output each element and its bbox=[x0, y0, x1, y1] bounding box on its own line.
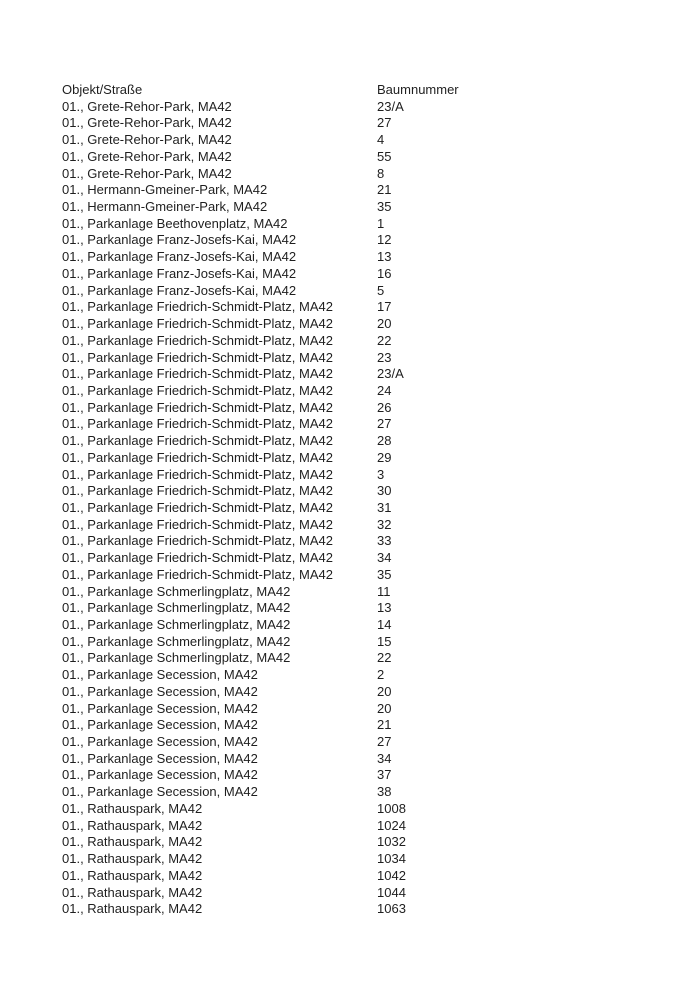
cell-objekt-strasse: 01., Parkanlage Franz-Josefs-Kai, MA42 bbox=[62, 265, 297, 281]
cell-objekt-strasse: 01., Parkanlage Friedrich-Schmidt-Platz, MA42 bbox=[62, 366, 333, 382]
cell-objekt-strasse: 01., Parkanlage Friedrich-Schmidt-Platz, MA42 bbox=[62, 416, 333, 432]
cell-objekt-strasse: 01., Parkanlage Secession, MA42 bbox=[62, 683, 258, 699]
cell-objekt-strasse: 01., Rathauspark, MA42 bbox=[62, 867, 203, 883]
table-row bbox=[62, 701, 662, 718]
table-row bbox=[62, 299, 662, 316]
cell-baumnummer: 2 bbox=[377, 667, 385, 683]
table-row bbox=[62, 99, 662, 116]
cell-objekt-strasse: 01., Parkanlage Schmerlingplatz, MA42 bbox=[62, 633, 291, 649]
cell-objekt-strasse: 01., Parkanlage Friedrich-Schmidt-Platz, MA42 bbox=[62, 483, 333, 499]
cell-baumnummer: 20 bbox=[377, 683, 392, 699]
table-row bbox=[62, 868, 662, 885]
cell-baumnummer: 35 bbox=[377, 199, 392, 215]
cell-baumnummer: 12 bbox=[377, 232, 392, 248]
cell-baumnummer: 31 bbox=[377, 499, 392, 515]
cell-baumnummer: 5 bbox=[377, 282, 385, 298]
cell-baumnummer: 1042 bbox=[377, 867, 406, 883]
table-row bbox=[62, 801, 662, 818]
cell-objekt-strasse: 01., Parkanlage Friedrich-Schmidt-Platz, MA42 bbox=[62, 399, 333, 415]
table-row bbox=[62, 751, 662, 768]
table-row bbox=[62, 383, 662, 400]
cell-objekt-strasse: 01., Grete-Rehor-Park, MA42 bbox=[62, 148, 232, 164]
table-row bbox=[62, 784, 662, 801]
cell-objekt-strasse: 01., Parkanlage Secession, MA42 bbox=[62, 767, 258, 783]
cell-objekt-strasse: 01., Rathauspark, MA42 bbox=[62, 817, 203, 833]
cell-baumnummer: 33 bbox=[377, 533, 392, 549]
table-row bbox=[62, 600, 662, 617]
table-header-row bbox=[62, 82, 662, 99]
cell-baumnummer: 3 bbox=[377, 466, 385, 482]
table-row bbox=[62, 316, 662, 333]
cell-baumnummer: 30 bbox=[377, 483, 392, 499]
cell-baumnummer: 22 bbox=[377, 650, 392, 666]
table-row bbox=[62, 634, 662, 651]
table-row bbox=[62, 650, 662, 667]
table-row bbox=[62, 166, 662, 183]
cell-baumnummer: 24 bbox=[377, 382, 392, 398]
cell-objekt-strasse: 01., Parkanlage Friedrich-Schmidt-Platz, MA42 bbox=[62, 516, 333, 532]
cell-baumnummer: 21 bbox=[377, 182, 392, 198]
cell-objekt-strasse: 01., Parkanlage Schmerlingplatz, MA42 bbox=[62, 600, 291, 616]
table-row bbox=[62, 717, 662, 734]
cell-objekt-strasse: 01., Parkanlage Friedrich-Schmidt-Platz, MA42 bbox=[62, 332, 333, 348]
cell-objekt-strasse: 01., Grete-Rehor-Park, MA42 bbox=[62, 132, 232, 148]
cell-baumnummer: 17 bbox=[377, 299, 392, 315]
table-row bbox=[62, 199, 662, 216]
cell-baumnummer: 20 bbox=[377, 700, 392, 716]
cell-objekt-strasse: 01., Parkanlage Secession, MA42 bbox=[62, 667, 258, 683]
cell-baumnummer: 37 bbox=[377, 767, 392, 783]
cell-baumnummer: 38 bbox=[377, 784, 392, 800]
cell-objekt-strasse: 01., Parkanlage Friedrich-Schmidt-Platz, MA42 bbox=[62, 316, 333, 332]
cell-objekt-strasse: 01., Hermann-Gmeiner-Park, MA42 bbox=[62, 199, 268, 215]
cell-objekt-strasse: 01., Parkanlage Friedrich-Schmidt-Platz, MA42 bbox=[62, 566, 333, 582]
cell-objekt-strasse: 01., Rathauspark, MA42 bbox=[62, 834, 203, 850]
cell-objekt-strasse: 01., Parkanlage Franz-Josefs-Kai, MA42 bbox=[62, 232, 297, 248]
table-row bbox=[62, 115, 662, 132]
cell-objekt-strasse: 01., Parkanlage Friedrich-Schmidt-Platz, MA42 bbox=[62, 349, 333, 365]
cell-baumnummer: 55 bbox=[377, 148, 392, 164]
table-row bbox=[62, 483, 662, 500]
table-row bbox=[62, 885, 662, 902]
table-row bbox=[62, 567, 662, 584]
tree-table bbox=[62, 82, 662, 918]
table-row bbox=[62, 517, 662, 534]
cell-baumnummer: 1024 bbox=[377, 817, 406, 833]
cell-baumnummer: 15 bbox=[377, 633, 392, 649]
cell-baumnummer: 1034 bbox=[377, 851, 406, 867]
column-header-objekt-strasse: Objekt/Straße bbox=[62, 82, 143, 97]
cell-objekt-strasse: 01., Parkanlage Friedrich-Schmidt-Platz, MA42 bbox=[62, 466, 333, 482]
table-row bbox=[62, 266, 662, 283]
cell-baumnummer: 29 bbox=[377, 449, 392, 465]
cell-objekt-strasse: 01., Parkanlage Friedrich-Schmidt-Platz, MA42 bbox=[62, 499, 333, 515]
cell-baumnummer: 22 bbox=[377, 332, 392, 348]
table-row bbox=[62, 416, 662, 433]
cell-baumnummer: 1063 bbox=[377, 901, 406, 917]
cell-baumnummer: 27 bbox=[377, 115, 392, 131]
cell-objekt-strasse: 01., Parkanlage Schmerlingplatz, MA42 bbox=[62, 617, 291, 632]
cell-baumnummer: 1 bbox=[377, 215, 385, 231]
table-row bbox=[62, 901, 662, 918]
table-row bbox=[62, 533, 662, 550]
cell-objekt-strasse: 01., Parkanlage Secession, MA42 bbox=[62, 717, 258, 733]
cell-objekt-strasse: 01., Parkanlage Friedrich-Schmidt-Platz, MA42 bbox=[62, 382, 333, 398]
table-row bbox=[62, 283, 662, 300]
cell-objekt-strasse: 01., Rathauspark, MA42 bbox=[62, 800, 203, 816]
cell-objekt-strasse: 01., Rathauspark, MA42 bbox=[62, 851, 203, 867]
table-row bbox=[62, 232, 662, 249]
table-row bbox=[62, 366, 662, 383]
table-row bbox=[62, 249, 662, 266]
cell-objekt-strasse: 01., Parkanlage Secession, MA42 bbox=[62, 700, 258, 716]
cell-baumnummer: 13 bbox=[377, 249, 392, 265]
cell-objekt-strasse: 01., Parkanlage Secession, MA42 bbox=[62, 750, 258, 766]
table-row bbox=[62, 433, 662, 450]
cell-objekt-strasse: 01., Parkanlage Franz-Josefs-Kai, MA42 bbox=[62, 249, 297, 265]
cell-baumnummer: 27 bbox=[377, 416, 392, 432]
cell-objekt-strasse: 01., Parkanlage Schmerlingplatz, MA42 bbox=[62, 583, 291, 599]
cell-objekt-strasse: 01., Parkanlage Friedrich-Schmidt-Platz, MA42 bbox=[62, 533, 333, 549]
table-row bbox=[62, 617, 662, 634]
table-row bbox=[62, 500, 662, 517]
cell-baumnummer: 4 bbox=[377, 132, 385, 148]
cell-baumnummer: 23/A bbox=[377, 366, 404, 382]
cell-baumnummer: 34 bbox=[377, 550, 392, 566]
table-row bbox=[62, 818, 662, 835]
cell-objekt-strasse: 01., Rathauspark, MA42 bbox=[62, 884, 203, 900]
cell-objekt-strasse: 01., Parkanlage Friedrich-Schmidt-Platz, MA42 bbox=[62, 299, 333, 315]
cell-baumnummer: 20 bbox=[377, 316, 392, 332]
cell-baumnummer: 27 bbox=[377, 734, 392, 750]
cell-objekt-strasse: 01., Parkanlage Friedrich-Schmidt-Platz, MA42 bbox=[62, 433, 333, 449]
table-row bbox=[62, 767, 662, 784]
cell-objekt-strasse: 01., Parkanlage Friedrich-Schmidt-Platz, MA42 bbox=[62, 449, 333, 465]
cell-objekt-strasse: 01., Parkanlage Beethovenplatz, MA42 bbox=[62, 215, 288, 231]
cell-objekt-strasse: 01., Rathauspark, MA42 bbox=[62, 901, 203, 917]
cell-baumnummer: 1008 bbox=[377, 800, 406, 816]
table-row bbox=[62, 182, 662, 199]
cell-baumnummer: 21 bbox=[377, 717, 392, 733]
table-row bbox=[62, 450, 662, 467]
cell-baumnummer: 8 bbox=[377, 165, 385, 181]
table-row bbox=[62, 834, 662, 851]
table-row bbox=[62, 216, 662, 233]
cell-objekt-strasse: 01., Hermann-Gmeiner-Park, MA42 bbox=[62, 182, 268, 198]
cell-objekt-strasse: 01., Parkanlage Schmerlingplatz, MA42 bbox=[62, 650, 291, 666]
table-row bbox=[62, 467, 662, 484]
table-row bbox=[62, 132, 662, 149]
cell-objekt-strasse: 01., Parkanlage Friedrich-Schmidt-Platz, MA42 bbox=[62, 550, 333, 566]
cell-baumnummer: 32 bbox=[377, 516, 392, 532]
table-row bbox=[62, 149, 662, 166]
table-row bbox=[62, 667, 662, 684]
cell-baumnummer: 28 bbox=[377, 433, 392, 449]
cell-baumnummer: 1032 bbox=[377, 834, 406, 850]
cell-objekt-strasse: 01., Parkanlage Franz-Josefs-Kai, MA42 bbox=[62, 282, 297, 298]
cell-baumnummer: 11 bbox=[377, 583, 391, 599]
table-row bbox=[62, 350, 662, 367]
cell-objekt-strasse: 01., Grete-Rehor-Park, MA42 bbox=[62, 98, 232, 114]
column-header-baumnummer: Baumnummer bbox=[377, 82, 459, 97]
cell-objekt-strasse: 01., Parkanlage Secession, MA42 bbox=[62, 734, 258, 750]
cell-baumnummer: 23 bbox=[377, 349, 392, 365]
table-row bbox=[62, 400, 662, 417]
cell-baumnummer: 14 bbox=[377, 617, 392, 632]
cell-baumnummer: 13 bbox=[377, 600, 392, 616]
table-row bbox=[62, 584, 662, 601]
table-row bbox=[62, 734, 662, 751]
cell-objekt-strasse: 01., Grete-Rehor-Park, MA42 bbox=[62, 165, 232, 181]
table-row bbox=[62, 851, 662, 868]
cell-baumnummer: 34 bbox=[377, 750, 392, 766]
cell-objekt-strasse: 01., Grete-Rehor-Park, MA42 bbox=[62, 115, 232, 131]
cell-objekt-strasse: 01., Parkanlage Secession, MA42 bbox=[62, 784, 258, 800]
cell-baumnummer: 35 bbox=[377, 566, 392, 582]
table-row bbox=[62, 333, 662, 350]
cell-baumnummer: 23/A bbox=[377, 98, 404, 114]
table-row bbox=[62, 684, 662, 701]
cell-baumnummer: 1044 bbox=[377, 884, 406, 900]
table-row bbox=[62, 550, 662, 567]
table-rows bbox=[62, 99, 662, 918]
cell-baumnummer: 26 bbox=[377, 399, 392, 415]
cell-baumnummer: 16 bbox=[377, 265, 392, 281]
